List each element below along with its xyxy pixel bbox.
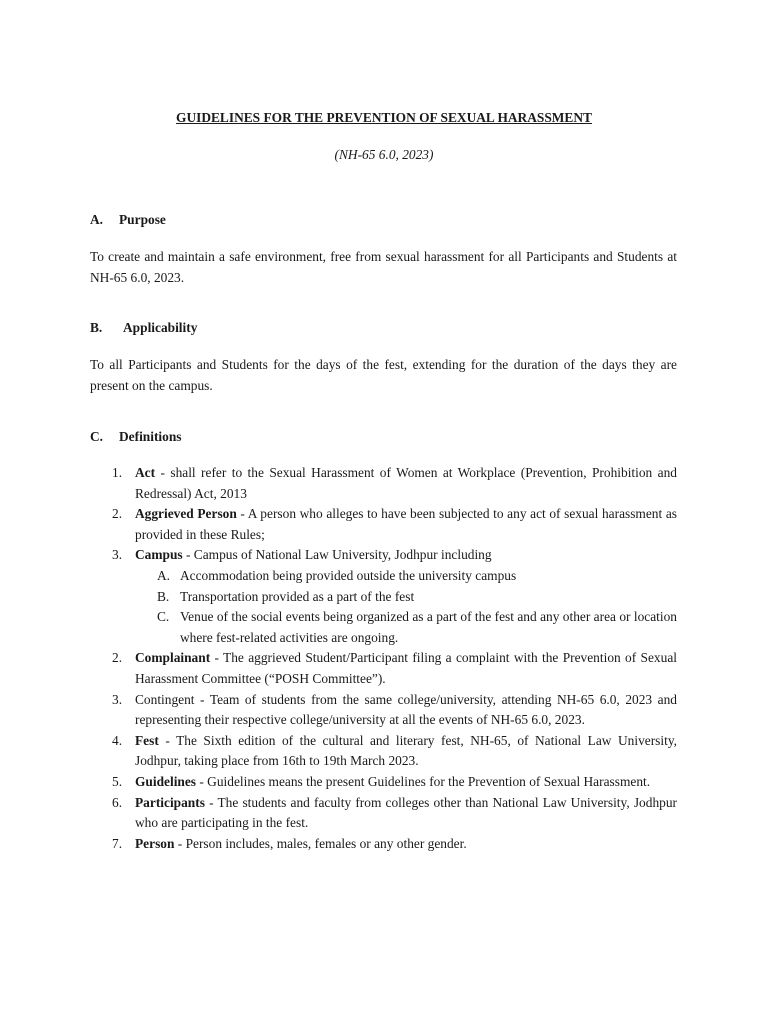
section-b-body: To all Participants and Students for the days of the fest, extending for the duration of the days they are present on the campus. <box>90 357 677 393</box>
subitem-text: Venue of the social events being organized as a part of the fest and any other area or location where fest-related activities are ongoing. <box>180 609 677 645</box>
definition-term: Campus <box>135 547 183 563</box>
subitem-text: Accommodation being provided outside the university campus <box>180 567 517 583</box>
section-c-title: Definitions <box>119 429 182 444</box>
section-a-letter: A. <box>90 212 104 227</box>
definition-term: Participants <box>135 794 205 810</box>
list-number: 3. <box>112 691 123 707</box>
section-b-letter: B. <box>90 320 103 335</box>
definition-term: Complainant <box>135 650 211 666</box>
definition-term: Act <box>135 465 156 480</box>
definition-item-guidelines <box>90 772 677 793</box>
list-number: 6. <box>112 794 123 810</box>
definition-item-complainant <box>90 648 677 689</box>
definition-item-person <box>90 834 677 855</box>
section-a-heading <box>90 210 166 231</box>
definition-item-campus <box>90 545 677 648</box>
section-c-letter: C. <box>90 429 104 444</box>
campus-sublist <box>135 566 677 648</box>
definition-term: Fest <box>135 732 159 748</box>
section-b-heading <box>90 318 197 339</box>
subitem-text: Transportation provided as a part of the fest <box>180 588 415 604</box>
list-number: 2. <box>112 650 123 666</box>
list-number: 1. <box>112 465 123 480</box>
definition-text: - Campus of National Law University, Jodhpur including <box>182 547 492 563</box>
list-number: 7. <box>112 835 123 851</box>
section-c-heading <box>90 427 182 448</box>
list-number: 2. <box>112 506 123 522</box>
definition-term: Aggrieved Person <box>135 506 237 522</box>
definition-item-aggrieved-person <box>90 504 677 545</box>
campus-subitem <box>135 607 677 648</box>
list-number: 4. <box>112 732 123 748</box>
section-a-body: To create and maintain a safe environment, free from sexual harassment for all Participants and Students at NH-65 6.0, 2023. <box>90 249 677 285</box>
definition-term: Guidelines <box>135 773 197 789</box>
sublist-letter: A. <box>157 567 171 583</box>
definitions-list <box>90 463 677 854</box>
definition-text: Contingent - Team of students from the same college/university, attending NH-65 6.0, 2023 and representing their respective college/university at all the events of NH-65 6.0, 2023. <box>135 691 677 728</box>
section-a-title: Purpose <box>119 212 166 227</box>
definition-term: Person <box>135 835 175 851</box>
section-b-title: Applicability <box>123 320 198 335</box>
sublist-letter: C. <box>157 609 170 625</box>
document-title: GUIDELINES FOR THE PREVENTION OF SEXUAL HARASSMENT <box>176 110 592 125</box>
list-number: 3. <box>112 547 123 563</box>
list-number: 5. <box>112 773 123 789</box>
document-subtitle: (NH-65 6.0, 2023) <box>334 147 434 162</box>
definition-text: - The aggrieved Student/Participant filing a complaint with the Prevention of Sexual Harassment Committee (“POSH Committee”). <box>135 650 677 686</box>
definition-text: - Guidelines means the present Guidelines for the Prevention of Sexual Harassment. <box>196 773 651 789</box>
definition-item-contingent <box>90 690 677 731</box>
definition-item-act <box>90 463 677 504</box>
definition-item-fest <box>90 731 677 772</box>
definition-text: - shall refer to the Sexual Harassment of Women at Workplace (Prevention, Prohibition and Redressal) Act, 2013 <box>135 465 677 501</box>
campus-subitem <box>135 587 677 608</box>
definition-text: - Person includes, males, females or any other gender. <box>174 835 467 851</box>
sublist-letter: B. <box>157 588 170 604</box>
campus-subitem <box>135 566 677 587</box>
definition-text: - A person who alleges to have been subjected to any act of sexual harassment as provided in these Rules; <box>135 506 677 542</box>
definition-item-participants <box>90 793 677 834</box>
definition-text: - The Sixth edition of the cultural and literary fest, NH-65, of National Law University, Jodhpur, taking place from 16th to 19th March 2023. <box>135 732 677 769</box>
definition-text: - The students and faculty from colleges other than National Law University, Jodhpur who are participating in the fest. <box>135 794 677 831</box>
